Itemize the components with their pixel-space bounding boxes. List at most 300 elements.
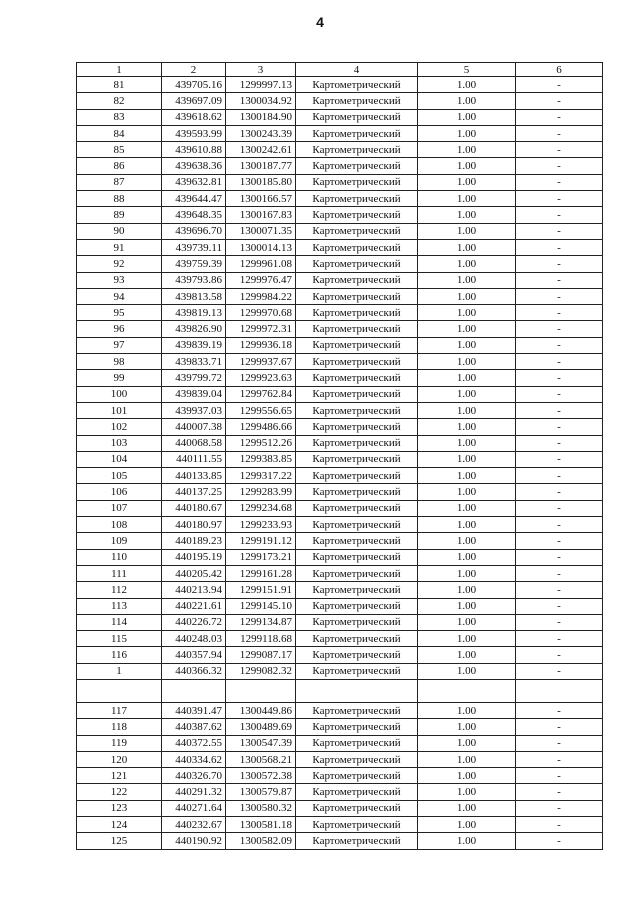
table-row bbox=[77, 500, 603, 516]
table-row bbox=[77, 321, 603, 337]
point-number-cell: 108 bbox=[77, 517, 162, 533]
x-coordinate-cell: 439696.70 bbox=[162, 223, 226, 239]
point-number-cell: 101 bbox=[77, 402, 162, 418]
x-coordinate-cell: 440111.55 bbox=[162, 451, 226, 467]
note-cell: - bbox=[516, 191, 603, 207]
note-cell: - bbox=[516, 631, 603, 647]
x-coordinate-cell: 439937.03 bbox=[162, 402, 226, 418]
accuracy-cell: 1.00 bbox=[418, 614, 516, 630]
accuracy-cell: 1.00 bbox=[418, 631, 516, 647]
note-cell: - bbox=[516, 768, 603, 784]
x-coordinate-cell: 440357.94 bbox=[162, 647, 226, 663]
table-row bbox=[77, 158, 603, 174]
accuracy-cell: 1.00 bbox=[418, 174, 516, 190]
note-cell: - bbox=[516, 402, 603, 418]
table-row bbox=[77, 817, 603, 833]
y-coordinate-cell: 1299234.68 bbox=[226, 500, 296, 516]
x-coordinate-cell: 440180.67 bbox=[162, 500, 226, 516]
point-number-cell: 102 bbox=[77, 419, 162, 435]
method-cell: Картометрический bbox=[296, 451, 418, 467]
accuracy-cell: 1.00 bbox=[418, 272, 516, 288]
point-number-cell: 118 bbox=[77, 719, 162, 735]
x-coordinate-cell: 439739.11 bbox=[162, 239, 226, 255]
y-coordinate-cell: 1299961.08 bbox=[226, 256, 296, 272]
method-cell: Картометрический bbox=[296, 239, 418, 255]
note-cell: - bbox=[516, 93, 603, 109]
y-coordinate-cell: 1299173.21 bbox=[226, 549, 296, 565]
accuracy-cell: 1.00 bbox=[418, 833, 516, 849]
y-coordinate-cell: 1299145.10 bbox=[226, 598, 296, 614]
y-coordinate-cell: 1300581.18 bbox=[226, 817, 296, 833]
accuracy-cell: 1.00 bbox=[418, 191, 516, 207]
y-coordinate-cell: 1300547.39 bbox=[226, 735, 296, 751]
point-number-cell: 124 bbox=[77, 817, 162, 833]
table-header-row bbox=[77, 63, 603, 77]
method-cell: Картометрический bbox=[296, 468, 418, 484]
point-number-cell: 1 bbox=[77, 663, 162, 679]
point-number-cell: 98 bbox=[77, 354, 162, 370]
x-coordinate-cell: 439618.62 bbox=[162, 109, 226, 125]
point-number-cell: 106 bbox=[77, 484, 162, 500]
method-cell: Картометрический bbox=[296, 125, 418, 141]
x-coordinate-cell: 439593.99 bbox=[162, 125, 226, 141]
accuracy-cell: 1.00 bbox=[418, 207, 516, 223]
x-coordinate-cell: 439638.36 bbox=[162, 158, 226, 174]
method-cell: Картометрический bbox=[296, 191, 418, 207]
y-coordinate-cell: 1300034.92 bbox=[226, 93, 296, 109]
x-coordinate-cell: 440271.64 bbox=[162, 800, 226, 816]
accuracy-cell: 1.00 bbox=[418, 719, 516, 735]
x-coordinate-cell: 440190.92 bbox=[162, 833, 226, 849]
accuracy-cell: 1.00 bbox=[418, 239, 516, 255]
y-coordinate-cell: 1299976.47 bbox=[226, 272, 296, 288]
point-number-cell: 81 bbox=[77, 77, 162, 93]
column-header: 2 bbox=[162, 63, 226, 77]
table-row bbox=[77, 337, 603, 353]
column-header: 5 bbox=[418, 63, 516, 77]
point-number-cell: 83 bbox=[77, 109, 162, 125]
point-number-cell: 87 bbox=[77, 174, 162, 190]
note-cell: - bbox=[516, 565, 603, 581]
table-row bbox=[77, 77, 603, 93]
x-coordinate-cell: 440326.70 bbox=[162, 768, 226, 784]
point-number-cell: 99 bbox=[77, 370, 162, 386]
method-cell: Картометрический bbox=[296, 337, 418, 353]
x-coordinate-cell: 440195.19 bbox=[162, 549, 226, 565]
point-number-cell: 90 bbox=[77, 223, 162, 239]
method-cell: Картометрический bbox=[296, 549, 418, 565]
empty-cell bbox=[226, 679, 296, 702]
table-row bbox=[77, 702, 603, 718]
point-number-cell: 116 bbox=[77, 647, 162, 663]
table-row bbox=[77, 468, 603, 484]
note-cell: - bbox=[516, 321, 603, 337]
method-cell: Картометрический bbox=[296, 288, 418, 304]
method-cell: Картометрический bbox=[296, 402, 418, 418]
x-coordinate-cell: 439759.39 bbox=[162, 256, 226, 272]
point-number-cell: 125 bbox=[77, 833, 162, 849]
table-row bbox=[77, 517, 603, 533]
note-cell: - bbox=[516, 517, 603, 533]
note-cell: - bbox=[516, 305, 603, 321]
x-coordinate-cell: 440068.58 bbox=[162, 435, 226, 451]
accuracy-cell: 1.00 bbox=[418, 468, 516, 484]
note-cell: - bbox=[516, 468, 603, 484]
method-cell: Картометрический bbox=[296, 702, 418, 718]
point-number-cell: 114 bbox=[77, 614, 162, 630]
x-coordinate-cell: 440232.67 bbox=[162, 817, 226, 833]
point-number-cell: 110 bbox=[77, 549, 162, 565]
accuracy-cell: 1.00 bbox=[418, 598, 516, 614]
y-coordinate-cell: 1299383.85 bbox=[226, 451, 296, 467]
note-cell: - bbox=[516, 207, 603, 223]
method-cell: Картометрический bbox=[296, 419, 418, 435]
method-cell: Картометрический bbox=[296, 272, 418, 288]
accuracy-cell: 1.00 bbox=[418, 109, 516, 125]
table-row bbox=[77, 751, 603, 767]
y-coordinate-cell: 1300489.69 bbox=[226, 719, 296, 735]
accuracy-cell: 1.00 bbox=[418, 735, 516, 751]
note-cell: - bbox=[516, 817, 603, 833]
table-row bbox=[77, 565, 603, 581]
note-cell: - bbox=[516, 719, 603, 735]
accuracy-cell: 1.00 bbox=[418, 125, 516, 141]
method-cell: Картометрический bbox=[296, 735, 418, 751]
method-cell: Картометрический bbox=[296, 582, 418, 598]
accuracy-cell: 1.00 bbox=[418, 768, 516, 784]
x-coordinate-cell: 439793.86 bbox=[162, 272, 226, 288]
method-cell: Картометрический bbox=[296, 386, 418, 402]
y-coordinate-cell: 1299087.17 bbox=[226, 647, 296, 663]
table-row bbox=[77, 719, 603, 735]
x-coordinate-cell: 440391.47 bbox=[162, 702, 226, 718]
note-cell: - bbox=[516, 702, 603, 718]
x-coordinate-cell: 439839.04 bbox=[162, 386, 226, 402]
method-cell: Картометрический bbox=[296, 565, 418, 581]
table-row bbox=[77, 768, 603, 784]
method-cell: Картометрический bbox=[296, 631, 418, 647]
note-cell: - bbox=[516, 598, 603, 614]
column-header: 6 bbox=[516, 63, 603, 77]
x-coordinate-cell: 440213.94 bbox=[162, 582, 226, 598]
method-cell: Картометрический bbox=[296, 647, 418, 663]
method-cell: Картометрический bbox=[296, 817, 418, 833]
point-number-cell: 94 bbox=[77, 288, 162, 304]
y-coordinate-cell: 1299082.32 bbox=[226, 663, 296, 679]
coordinates-table bbox=[76, 62, 603, 850]
method-cell: Картометрический bbox=[296, 77, 418, 93]
point-number-cell: 89 bbox=[77, 207, 162, 223]
point-number-cell: 103 bbox=[77, 435, 162, 451]
table-row bbox=[77, 800, 603, 816]
note-cell: - bbox=[516, 142, 603, 158]
note-cell: - bbox=[516, 549, 603, 565]
point-number-cell: 119 bbox=[77, 735, 162, 751]
table-row bbox=[77, 288, 603, 304]
table-row bbox=[77, 663, 603, 679]
x-coordinate-cell: 439705.16 bbox=[162, 77, 226, 93]
note-cell: - bbox=[516, 419, 603, 435]
x-coordinate-cell: 439632.81 bbox=[162, 174, 226, 190]
table-row bbox=[77, 354, 603, 370]
method-cell: Картометрический bbox=[296, 614, 418, 630]
y-coordinate-cell: 1299161.28 bbox=[226, 565, 296, 581]
y-coordinate-cell: 1299556.65 bbox=[226, 402, 296, 418]
y-coordinate-cell: 1300166.57 bbox=[226, 191, 296, 207]
point-number-cell: 107 bbox=[77, 500, 162, 516]
table-row bbox=[77, 833, 603, 849]
table-row bbox=[77, 533, 603, 549]
note-cell: - bbox=[516, 735, 603, 751]
note-cell: - bbox=[516, 647, 603, 663]
accuracy-cell: 1.00 bbox=[418, 663, 516, 679]
y-coordinate-cell: 1299191.12 bbox=[226, 533, 296, 549]
page-number: 4 bbox=[316, 14, 324, 30]
y-coordinate-cell: 1299997.13 bbox=[226, 77, 296, 93]
table-row bbox=[77, 647, 603, 663]
accuracy-cell: 1.00 bbox=[418, 223, 516, 239]
y-coordinate-cell: 1300449.86 bbox=[226, 702, 296, 718]
y-coordinate-cell: 1299134.87 bbox=[226, 614, 296, 630]
point-number-cell: 95 bbox=[77, 305, 162, 321]
accuracy-cell: 1.00 bbox=[418, 549, 516, 565]
accuracy-cell: 1.00 bbox=[418, 702, 516, 718]
x-coordinate-cell: 439813.58 bbox=[162, 288, 226, 304]
y-coordinate-cell: 1300572.38 bbox=[226, 768, 296, 784]
method-cell: Картометрический bbox=[296, 370, 418, 386]
method-cell: Картометрический bbox=[296, 784, 418, 800]
method-cell: Картометрический bbox=[296, 517, 418, 533]
x-coordinate-cell: 439697.09 bbox=[162, 93, 226, 109]
table-row bbox=[77, 419, 603, 435]
table-row bbox=[77, 191, 603, 207]
point-number-cell: 93 bbox=[77, 272, 162, 288]
note-cell: - bbox=[516, 582, 603, 598]
note-cell: - bbox=[516, 354, 603, 370]
table-row bbox=[77, 93, 603, 109]
y-coordinate-cell: 1300071.35 bbox=[226, 223, 296, 239]
y-coordinate-cell: 1299762.84 bbox=[226, 386, 296, 402]
y-coordinate-cell: 1300185.80 bbox=[226, 174, 296, 190]
accuracy-cell: 1.00 bbox=[418, 435, 516, 451]
note-cell: - bbox=[516, 500, 603, 516]
accuracy-cell: 1.00 bbox=[418, 93, 516, 109]
x-coordinate-cell: 440372.55 bbox=[162, 735, 226, 751]
point-number-cell: 92 bbox=[77, 256, 162, 272]
method-cell: Картометрический bbox=[296, 354, 418, 370]
accuracy-cell: 1.00 bbox=[418, 817, 516, 833]
accuracy-cell: 1.00 bbox=[418, 784, 516, 800]
separator-row bbox=[77, 679, 603, 702]
accuracy-cell: 1.00 bbox=[418, 321, 516, 337]
note-cell: - bbox=[516, 288, 603, 304]
method-cell: Картометрический bbox=[296, 223, 418, 239]
method-cell: Картометрический bbox=[296, 256, 418, 272]
accuracy-cell: 1.00 bbox=[418, 370, 516, 386]
note-cell: - bbox=[516, 833, 603, 849]
note-cell: - bbox=[516, 800, 603, 816]
x-coordinate-cell: 439819.13 bbox=[162, 305, 226, 321]
point-number-cell: 112 bbox=[77, 582, 162, 598]
column-header: 4 bbox=[296, 63, 418, 77]
table-row bbox=[77, 582, 603, 598]
method-cell: Картометрический bbox=[296, 598, 418, 614]
x-coordinate-cell: 440180.97 bbox=[162, 517, 226, 533]
note-cell: - bbox=[516, 239, 603, 255]
method-cell: Картометрический bbox=[296, 800, 418, 816]
table-row bbox=[77, 370, 603, 386]
accuracy-cell: 1.00 bbox=[418, 77, 516, 93]
y-coordinate-cell: 1300014.13 bbox=[226, 239, 296, 255]
point-number-cell: 104 bbox=[77, 451, 162, 467]
y-coordinate-cell: 1299970.68 bbox=[226, 305, 296, 321]
point-number-cell: 85 bbox=[77, 142, 162, 158]
method-cell: Картометрический bbox=[296, 751, 418, 767]
x-coordinate-cell: 440334.62 bbox=[162, 751, 226, 767]
y-coordinate-cell: 1299923.63 bbox=[226, 370, 296, 386]
y-coordinate-cell: 1300184.90 bbox=[226, 109, 296, 125]
y-coordinate-cell: 1299317.22 bbox=[226, 468, 296, 484]
table-row bbox=[77, 256, 603, 272]
y-coordinate-cell: 1299233.93 bbox=[226, 517, 296, 533]
x-coordinate-cell: 440387.62 bbox=[162, 719, 226, 735]
x-coordinate-cell: 440366.32 bbox=[162, 663, 226, 679]
method-cell: Картометрический bbox=[296, 174, 418, 190]
note-cell: - bbox=[516, 337, 603, 353]
point-number-cell: 91 bbox=[77, 239, 162, 255]
x-coordinate-cell: 440226.72 bbox=[162, 614, 226, 630]
accuracy-cell: 1.00 bbox=[418, 158, 516, 174]
table-row bbox=[77, 402, 603, 418]
y-coordinate-cell: 1300167.83 bbox=[226, 207, 296, 223]
x-coordinate-cell: 440291.32 bbox=[162, 784, 226, 800]
x-coordinate-cell: 439839.19 bbox=[162, 337, 226, 353]
y-coordinate-cell: 1299486.66 bbox=[226, 419, 296, 435]
note-cell: - bbox=[516, 174, 603, 190]
method-cell: Картометрический bbox=[296, 435, 418, 451]
y-coordinate-cell: 1300582.09 bbox=[226, 833, 296, 849]
y-coordinate-cell: 1299984.22 bbox=[226, 288, 296, 304]
x-coordinate-cell: 440007.38 bbox=[162, 419, 226, 435]
method-cell: Картометрический bbox=[296, 500, 418, 516]
table-row bbox=[77, 142, 603, 158]
accuracy-cell: 1.00 bbox=[418, 451, 516, 467]
accuracy-cell: 1.00 bbox=[418, 288, 516, 304]
accuracy-cell: 1.00 bbox=[418, 517, 516, 533]
point-number-cell: 86 bbox=[77, 158, 162, 174]
column-header: 1 bbox=[77, 63, 162, 77]
accuracy-cell: 1.00 bbox=[418, 565, 516, 581]
point-number-cell: 113 bbox=[77, 598, 162, 614]
y-coordinate-cell: 1299151.91 bbox=[226, 582, 296, 598]
accuracy-cell: 1.00 bbox=[418, 500, 516, 516]
table-row bbox=[77, 125, 603, 141]
point-number-cell: 88 bbox=[77, 191, 162, 207]
table-row bbox=[77, 223, 603, 239]
method-cell: Картометрический bbox=[296, 533, 418, 549]
x-coordinate-cell: 439799.72 bbox=[162, 370, 226, 386]
method-cell: Картометрический bbox=[296, 768, 418, 784]
point-number-cell: 109 bbox=[77, 533, 162, 549]
x-coordinate-cell: 439826.90 bbox=[162, 321, 226, 337]
table-row bbox=[77, 614, 603, 630]
table-row bbox=[77, 109, 603, 125]
table-row bbox=[77, 207, 603, 223]
method-cell: Картометрический bbox=[296, 833, 418, 849]
y-coordinate-cell: 1300187.77 bbox=[226, 158, 296, 174]
note-cell: - bbox=[516, 533, 603, 549]
point-number-cell: 117 bbox=[77, 702, 162, 718]
table-row bbox=[77, 272, 603, 288]
point-number-cell: 97 bbox=[77, 337, 162, 353]
empty-cell bbox=[418, 679, 516, 702]
table-row bbox=[77, 484, 603, 500]
x-coordinate-cell: 439833.71 bbox=[162, 354, 226, 370]
accuracy-cell: 1.00 bbox=[418, 647, 516, 663]
method-cell: Картометрический bbox=[296, 321, 418, 337]
note-cell: - bbox=[516, 256, 603, 272]
note-cell: - bbox=[516, 614, 603, 630]
y-coordinate-cell: 1300580.32 bbox=[226, 800, 296, 816]
point-number-cell: 84 bbox=[77, 125, 162, 141]
accuracy-cell: 1.00 bbox=[418, 305, 516, 321]
point-number-cell: 121 bbox=[77, 768, 162, 784]
accuracy-cell: 1.00 bbox=[418, 484, 516, 500]
note-cell: - bbox=[516, 223, 603, 239]
accuracy-cell: 1.00 bbox=[418, 142, 516, 158]
empty-cell bbox=[77, 679, 162, 702]
note-cell: - bbox=[516, 158, 603, 174]
table-row bbox=[77, 386, 603, 402]
y-coordinate-cell: 1299512.26 bbox=[226, 435, 296, 451]
y-coordinate-cell: 1299937.67 bbox=[226, 354, 296, 370]
empty-cell bbox=[162, 679, 226, 702]
note-cell: - bbox=[516, 125, 603, 141]
method-cell: Картометрический bbox=[296, 719, 418, 735]
method-cell: Картометрический bbox=[296, 93, 418, 109]
point-number-cell: 122 bbox=[77, 784, 162, 800]
table-row bbox=[77, 598, 603, 614]
x-coordinate-cell: 440221.61 bbox=[162, 598, 226, 614]
accuracy-cell: 1.00 bbox=[418, 533, 516, 549]
x-coordinate-cell: 439648.35 bbox=[162, 207, 226, 223]
y-coordinate-cell: 1300579.87 bbox=[226, 784, 296, 800]
point-number-cell: 120 bbox=[77, 751, 162, 767]
x-coordinate-cell: 439644.47 bbox=[162, 191, 226, 207]
y-coordinate-cell: 1299936.18 bbox=[226, 337, 296, 353]
note-cell: - bbox=[516, 663, 603, 679]
note-cell: - bbox=[516, 77, 603, 93]
table-row bbox=[77, 451, 603, 467]
accuracy-cell: 1.00 bbox=[418, 419, 516, 435]
y-coordinate-cell: 1299118.68 bbox=[226, 631, 296, 647]
point-number-cell: 96 bbox=[77, 321, 162, 337]
table-row bbox=[77, 735, 603, 751]
method-cell: Картометрический bbox=[296, 305, 418, 321]
method-cell: Картометрический bbox=[296, 663, 418, 679]
table-row bbox=[77, 549, 603, 565]
y-coordinate-cell: 1299972.31 bbox=[226, 321, 296, 337]
table-row bbox=[77, 174, 603, 190]
note-cell: - bbox=[516, 386, 603, 402]
accuracy-cell: 1.00 bbox=[418, 402, 516, 418]
note-cell: - bbox=[516, 484, 603, 500]
note-cell: - bbox=[516, 751, 603, 767]
accuracy-cell: 1.00 bbox=[418, 354, 516, 370]
method-cell: Картометрический bbox=[296, 109, 418, 125]
y-coordinate-cell: 1299283.99 bbox=[226, 484, 296, 500]
note-cell: - bbox=[516, 370, 603, 386]
